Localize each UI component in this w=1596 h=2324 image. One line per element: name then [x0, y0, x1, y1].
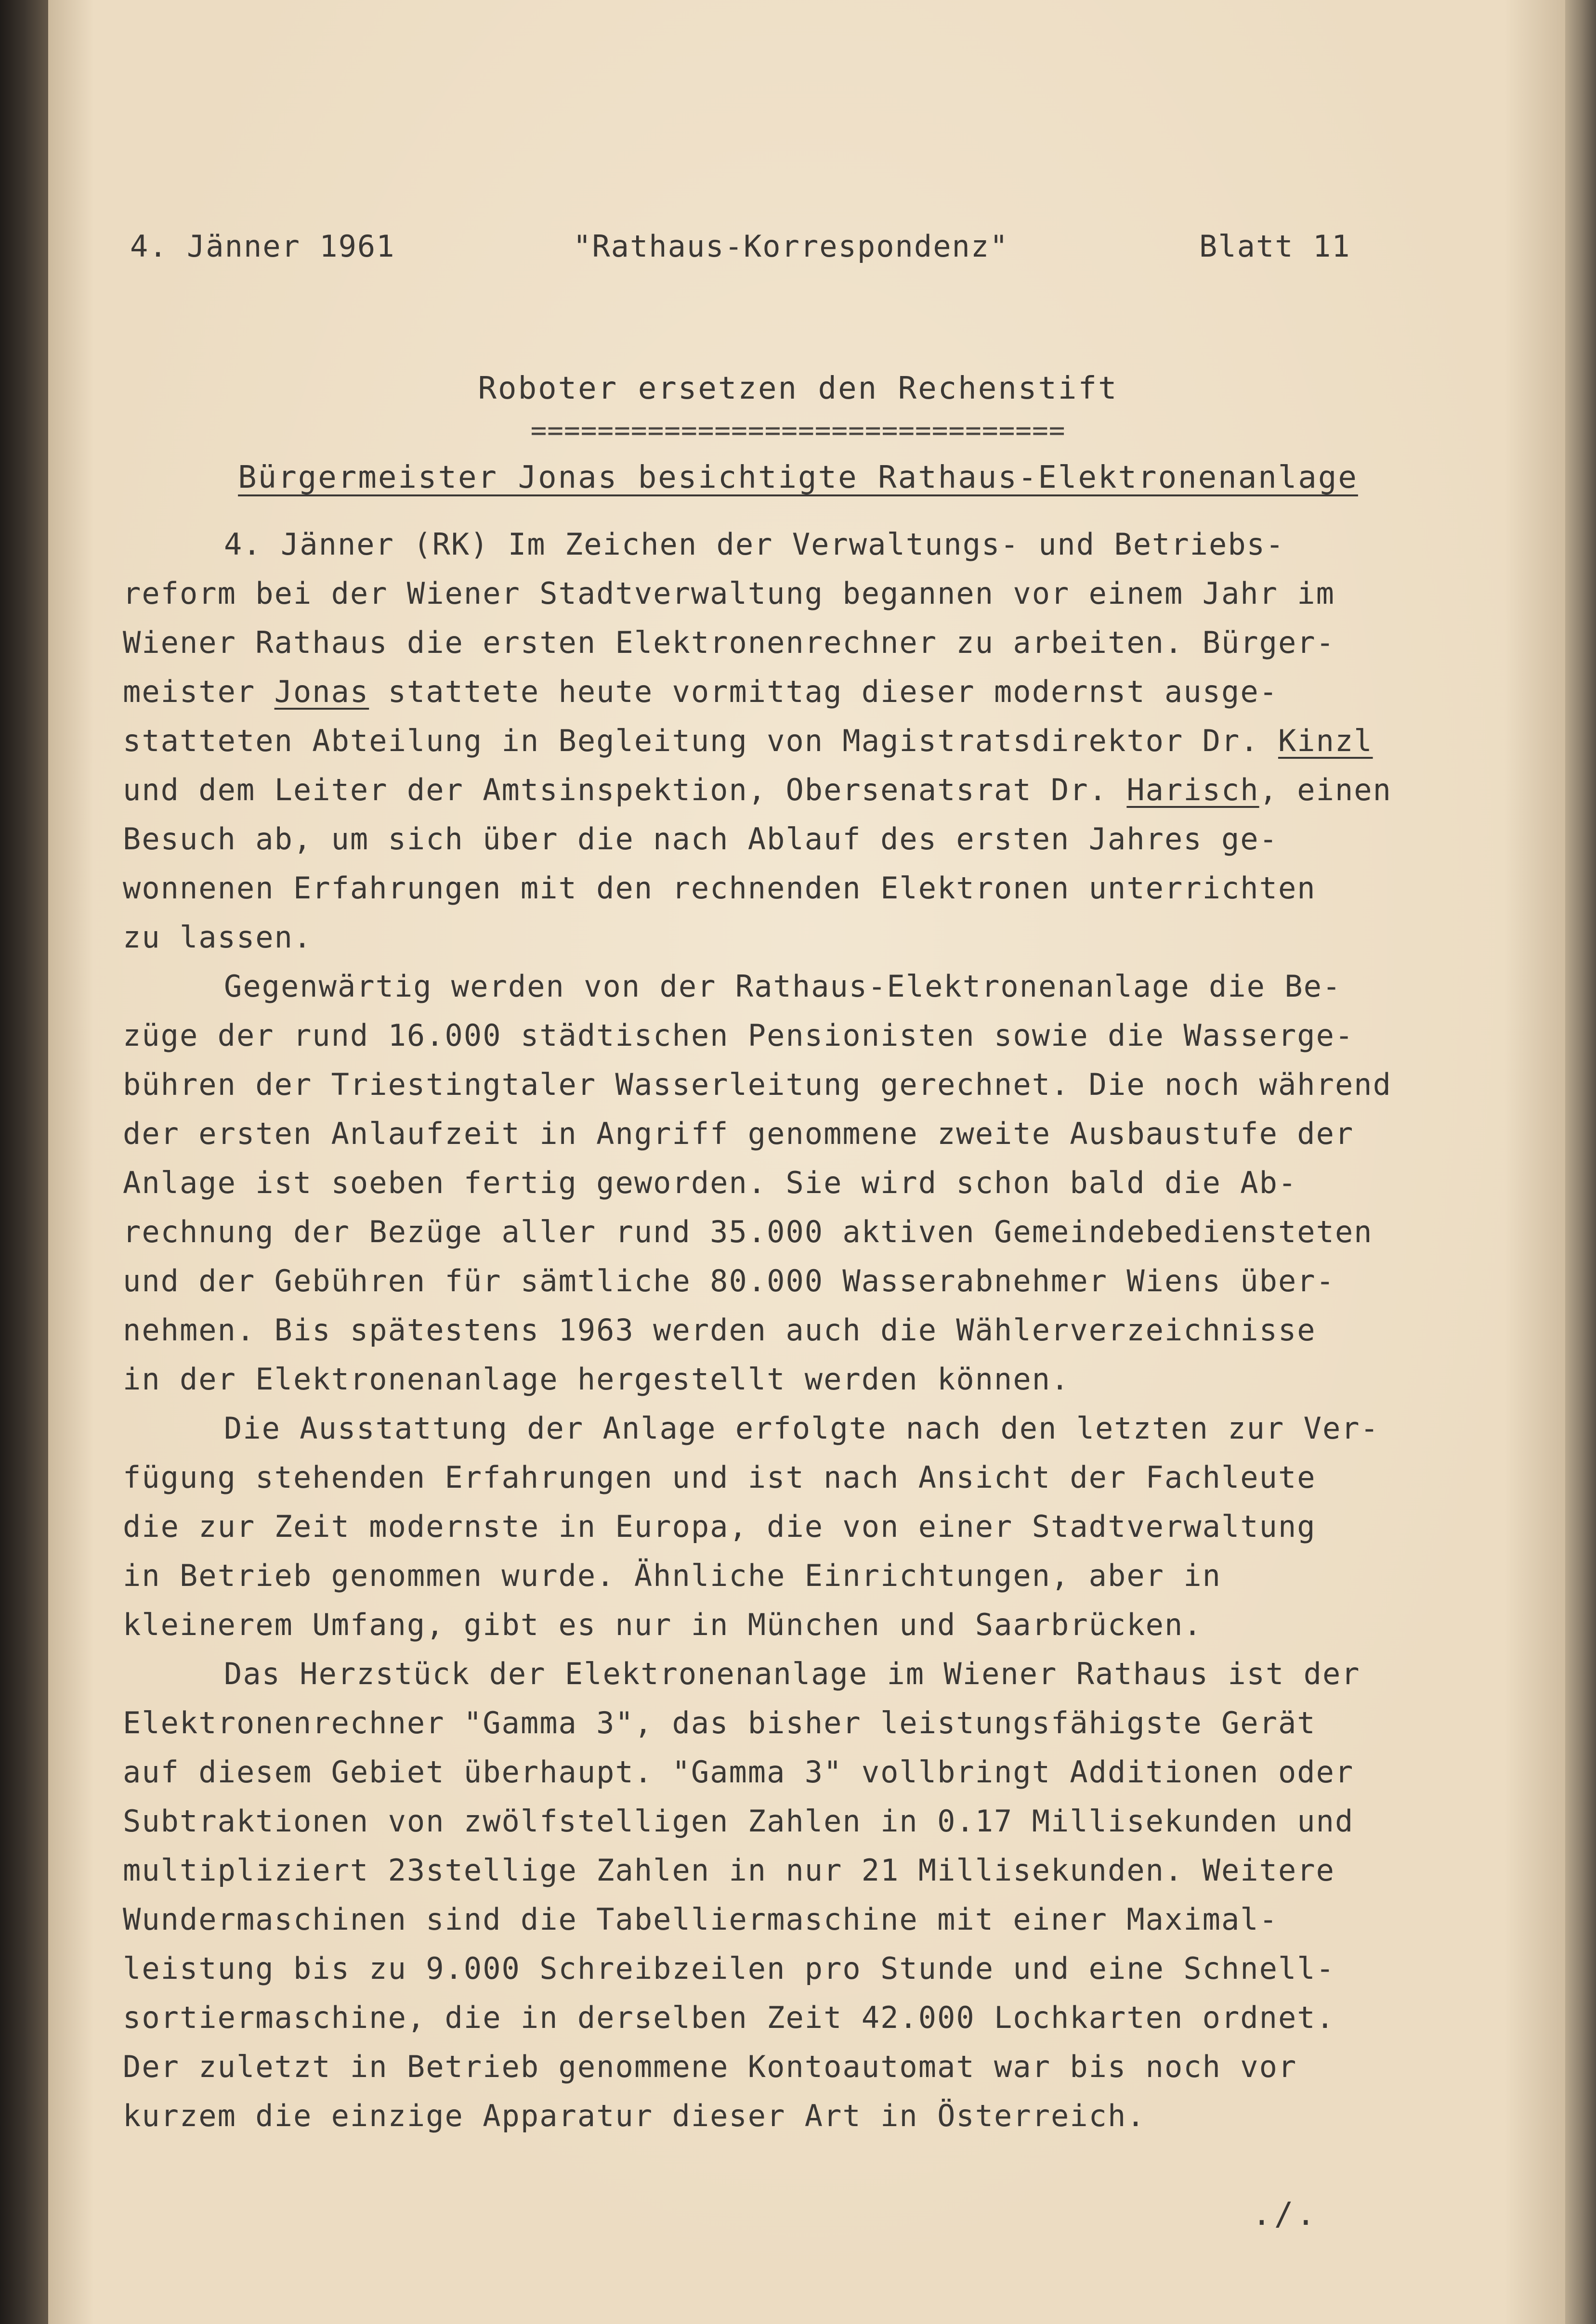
header-date: 4. Jänner 1961: [130, 229, 395, 264]
body-line: auf diesem Gebiet überhaupt. "Gamma 3" vollbringt Additionen oder: [123, 1754, 1354, 1790]
body-line: der ersten Anlaufzeit in Angriff genommene zweite Ausbaustufe der: [123, 1116, 1354, 1151]
page-edge: [1565, 0, 1596, 2324]
body-line: Das Herzstück der Elektronenanlage im Wiener Rathaus ist der: [224, 1656, 1361, 1691]
body-line: Wundermaschinen sind die Tabelliermaschine mit einer Maximal-: [123, 1902, 1278, 1937]
body-line: zu lassen.: [123, 920, 313, 955]
body-line: in Betrieb genommen wurde. Ähnliche Einrichtungen, aber in: [123, 1558, 1221, 1593]
body-line: die zur Zeit modernste in Europa, die von einer Stadtverwaltung: [123, 1509, 1316, 1544]
title-double-rule: ================================: [530, 415, 1066, 446]
underlined-name: Kinzl: [1278, 723, 1373, 758]
article-title: Roboter ersetzen den Rechenstift: [478, 371, 1118, 406]
body-line: sortiermaschine, die in derselben Zeit 42.000 Lochkarten ordnet.: [123, 2000, 1335, 2035]
body-line: kurzem die einzige Apparatur dieser Art in Österreich.: [123, 2098, 1146, 2133]
body-line: und dem Leiter der Amtsinspektion, Obersenatsrat Dr. Harisch, einen: [123, 772, 1392, 807]
body-line: 4. Jänner (RK) Im Zeichen der Verwaltungs- und Betriebs-: [224, 527, 1285, 562]
body-line: und der Gebühren für sämtliche 80.000 Wasserabnehmer Wiens über-: [123, 1263, 1335, 1298]
body-line: leistung bis zu 9.000 Schreibzeilen pro Stunde und eine Schnell-: [123, 1951, 1335, 1986]
body-line: in der Elektronenanlage hergestellt werden können.: [123, 1362, 1070, 1397]
header-publication: "Rathaus-Korrespondenz": [573, 229, 1009, 264]
body-line: meister Jonas stattete heute vormittag dieser modernst ausge-: [123, 674, 1278, 709]
body-line: rechnung der Bezüge aller rund 35.000 aktiven Gemeindebediensteten: [123, 1214, 1373, 1249]
body-line: nehmen. Bis spätestens 1963 werden auch die Wählerverzeichnisse: [123, 1312, 1316, 1348]
body-line: Gegenwärtig werden von der Rathaus-Elektronenanlage die Be-: [224, 969, 1342, 1004]
body-line: züge der rund 16.000 städtischen Pensionisten sowie die Wasserge-: [123, 1018, 1354, 1053]
underlined-name: Harisch: [1126, 772, 1259, 807]
body-line: multipliziert 23stellige Zahlen in nur 21 Millisekunden. Weitere: [123, 1853, 1335, 1888]
body-line: Besuch ab, um sich über die nach Ablauf des ersten Jahres ge-: [123, 821, 1278, 857]
header-sheet-number: Blatt 11: [1199, 229, 1351, 264]
body-line: reform bei der Wiener Stadtverwaltung begannen vor einem Jahr im: [123, 576, 1335, 611]
article-subtitle: [0, 460, 1596, 495]
body-line: Anlage ist soeben fertig geworden. Sie wird schon bald die Ab-: [123, 1165, 1297, 1200]
body-line: Subtraktionen von zwölfstelligen Zahlen in 0.17 Millisekunden und: [123, 1804, 1354, 1839]
article-body: [123, 520, 1500, 2141]
body-line: kleinerem Umfang, gibt es nur in München und Saarbrücken.: [123, 1607, 1203, 1642]
body-line: statteten Abteilung in Begleitung von Magistratsdirektor Dr. Kinzl: [123, 723, 1373, 758]
body-line: Elektronenrechner "Gamma 3", das bisher leistungsfähigste Gerät: [123, 1705, 1316, 1740]
underlined-name: Jonas: [274, 674, 369, 709]
body-line: Die Ausstattung der Anlage erfolgte nach den letzten zur Ver-: [224, 1411, 1379, 1446]
body-line: wonnenen Erfahrungen mit den rechnenden Elektronen unterrichten: [123, 870, 1316, 906]
article-subtitle-text: Bürgermeister Jonas besichtigte Rathaus-Elektronenanlage: [238, 460, 1358, 495]
body-line: fügung stehenden Erfahrungen und ist nach Ansicht der Fachleute: [123, 1460, 1316, 1495]
book-binding: [0, 0, 52, 2324]
body-line: Der zuletzt in Betrieb genommene Kontoautomat war bis noch vor: [123, 2049, 1297, 2084]
body-line: bühren der Triestingtaler Wasserleitung gerechnet. Die noch während: [123, 1067, 1392, 1102]
body-line: Wiener Rathaus die ersten Elektronenrechner zu arbeiten. Bürger-: [123, 625, 1335, 660]
continuation-mark: ./.: [1252, 2195, 1319, 2233]
